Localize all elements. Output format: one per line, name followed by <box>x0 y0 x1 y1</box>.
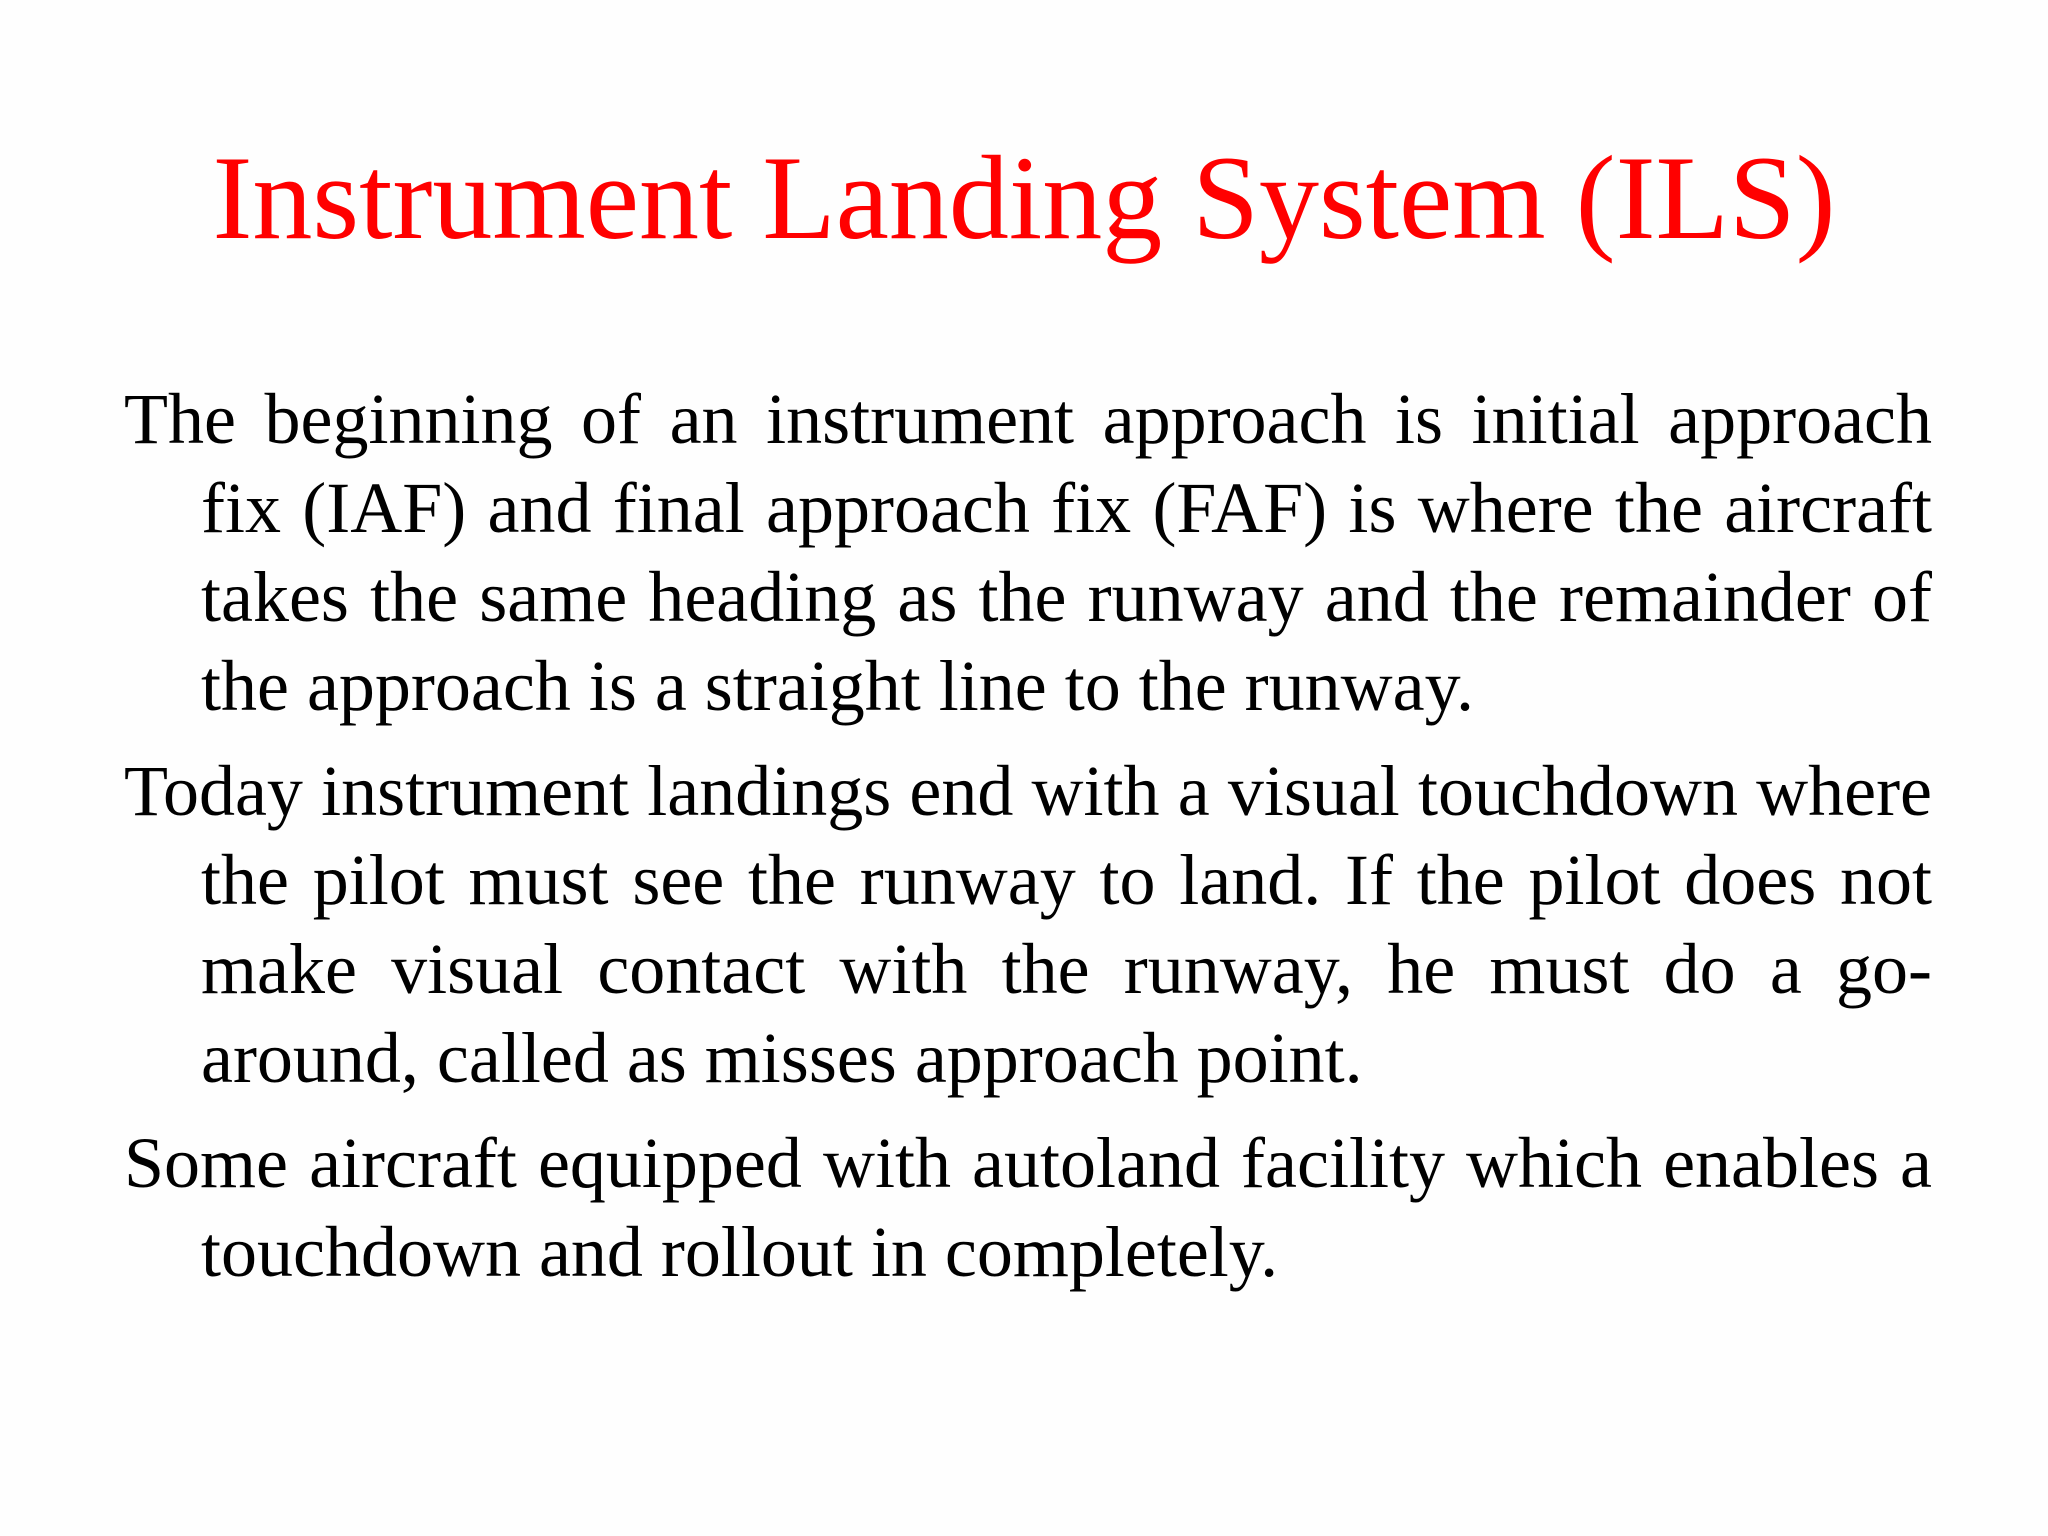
body-paragraph-3: Some aircraft equipped with autoland facility which enables a touchdown and rollout in completely. <box>124 1123 1932 1292</box>
slide-body <box>124 375 1932 1297</box>
body-paragraph-2: Today instrument landings end with a visual touchdown where the pilot must see the runway to land. If the pilot does not make visual contact with the runway, he must do a go-around, called as misses approach point. <box>124 751 1932 1098</box>
body-paragraph-1: The beginning of an instrument approach is initial approach fix (IAF) and final approach fix (FAF) is where the aircraft takes the same heading as the runway and the remainder of the approach is a straight line to the runway. <box>124 379 1932 726</box>
slide-title: Instrument Landing System (ILS) <box>212 131 1836 264</box>
